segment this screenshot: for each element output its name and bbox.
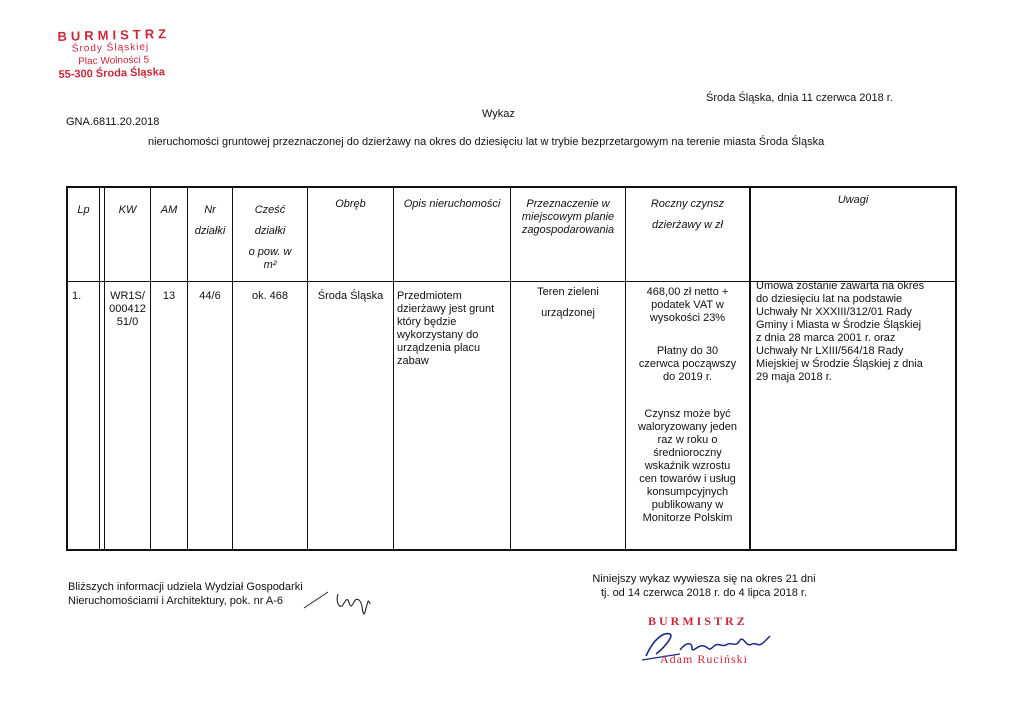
col-divider	[99, 186, 100, 551]
row-czynsz-line: czerwca począwszy	[638, 358, 737, 370]
reference-number: GNA.6811.20.2018	[66, 116, 160, 128]
row-opis-line: Przedmiotem	[397, 290, 462, 302]
row-czynsz-line: 468,00 zł netto +	[646, 286, 729, 298]
row-czynsz-line: Monitorze Polskim	[642, 512, 733, 524]
row-am: 13	[162, 290, 176, 302]
row-uwagi-line: Umowa zostanie zawarta na okres	[756, 280, 925, 292]
row-uwagi-line: do dziesięciu lat na podstawie	[756, 293, 903, 305]
stamp-line-street: Plac Wolności 5	[78, 54, 150, 68]
row-przeznaczenie-line: Teren zieleni	[537, 286, 599, 298]
header-nr	[188, 204, 232, 238]
row-czynsz-line: podatek VAT w	[651, 299, 724, 311]
row-opis-line: urządzenia placu	[397, 342, 481, 354]
row-czynsz-line: konsumpcyjnych	[646, 486, 729, 498]
posting-notice	[578, 572, 830, 600]
initials-signature	[302, 586, 372, 622]
header-opis: Opis nieruchomości	[403, 198, 501, 210]
table-border-bottom	[66, 549, 957, 551]
info-note	[68, 580, 303, 608]
mayor-stamp-title: BURMISTRZ	[648, 614, 748, 628]
header-uwagi: Uwagi	[837, 194, 869, 206]
office-stamp	[57, 26, 208, 82]
row-czynsz-line: wskaźnik wzrostu	[644, 460, 731, 472]
posting-notice-line: Niniejszy wykaz wywiesza się na okres 21 dni	[592, 573, 816, 585]
row-uwagi-line: Uchwały Nr XXXIII/312/01 Rady	[756, 306, 912, 318]
row-czynsz-line: do 2019 r.	[663, 371, 712, 383]
row-czynsz-line: wysokości 23%	[649, 312, 726, 324]
row-czynsz-line: raz w roku o	[657, 434, 718, 446]
property-table	[66, 186, 957, 551]
header-nr-line: Nr	[204, 204, 216, 216]
row-opis-line: dzierżawy jest grunt	[397, 303, 495, 315]
table-border-left	[66, 186, 68, 551]
header-lp: Lp	[77, 204, 90, 216]
col-divider	[187, 186, 188, 551]
header-czesc-line: działki	[254, 225, 286, 237]
header-przeznaczenie-line: Przeznaczenie w	[526, 198, 610, 210]
table-border-right	[955, 186, 957, 551]
info-note-line: Nieruchomościami i Architektury, pok. nr A-6	[68, 595, 283, 607]
stamp-line-city: Środy Śląskiej	[71, 41, 150, 55]
header-obreb: Obręb	[335, 198, 366, 210]
row-przeznaczenie-line: urządzonej	[541, 307, 595, 319]
row-opis-line: który będzie	[397, 316, 457, 328]
info-note-line: Bliższych informacji udziela Wydział Gospodarki	[68, 581, 303, 593]
row-kw	[105, 290, 150, 329]
row-lp: 1.	[72, 290, 82, 302]
col-divider	[104, 186, 105, 551]
header-am: AM	[160, 204, 178, 216]
header-czesc-line: o pow. w	[248, 246, 292, 258]
posting-notice-line: tj. od 14 czerwca 2018 r. do 4 lipca 2018 r.	[600, 587, 808, 599]
row-czesc: ok. 468	[251, 290, 289, 302]
header-przeznaczenie-line: miejscowym planie	[521, 211, 615, 223]
row-uwagi-line: 29 maja 2018 r.	[756, 371, 832, 383]
document-title: Wykaz	[482, 108, 515, 120]
row-czynsz-line: publikowany w	[651, 499, 724, 511]
col-divider	[307, 186, 308, 551]
row-uwagi-line: z dnia 28 marca 2001 r. oraz	[756, 332, 896, 344]
row-czynsz-line: waloryzowany jeden	[637, 421, 738, 433]
header-czynsz-line: Roczny czynsz	[650, 198, 725, 210]
row-opis-line: wykorzystany do	[397, 329, 479, 341]
col-divider	[749, 186, 751, 551]
table-border-top	[66, 186, 957, 188]
header-nr-line: działki	[194, 225, 226, 237]
row-czynsz-line: Płatny do 30	[656, 345, 719, 357]
header-czynsz-line: dzierżawy w zł	[652, 219, 723, 231]
col-divider	[150, 186, 151, 551]
header-przeznaczenie-line: zagospodarowania	[521, 224, 615, 236]
header-czesc-line: m²	[263, 259, 277, 271]
row-kw-line: 000412	[109, 303, 146, 315]
header-czynsz	[626, 198, 749, 232]
row-opis	[397, 290, 509, 368]
header-czesc-line: Cześć	[254, 204, 286, 216]
row-czynsz-line: cen towarów i usług	[639, 473, 736, 485]
row-uwagi-line: Gminy i Miasta w Środzie Śląskiej	[756, 319, 922, 331]
row-czynsz-line: średnioroczny	[653, 447, 722, 459]
row-opis-line: zabaw	[397, 355, 429, 367]
row-kw-line: WR1S/	[110, 290, 145, 302]
document-subtitle: nieruchomości gruntowej przeznaczonej do dzierżawy na okres do dziesięciu lat w trybie bezprzetargowym na terenie miasta Środa Śląska	[148, 136, 825, 148]
row-czynsz-line: Czynsz może być	[644, 408, 731, 420]
mayor-name-stamp: Adam Ruciński	[660, 652, 748, 666]
row-uwagi-line: Uchwały Nr LXIII/564/18 Rady	[756, 345, 904, 357]
stamp-line-postal: 55-300 Środa Śląska	[58, 66, 166, 81]
row-uwagi	[756, 280, 954, 384]
stamp-line-title: BURMISTRZ	[57, 26, 171, 44]
row-kw-line: 51/0	[116, 316, 139, 328]
row-nr: 44/6	[199, 290, 221, 302]
row-uwagi-line: Miejskiej w Środzie Śląskiej z dnia	[756, 358, 923, 370]
col-divider	[510, 186, 511, 551]
place-date: Środa Śląska, dnia 11 czerwca 2018 r.	[706, 92, 893, 104]
header-czesc	[233, 204, 307, 272]
header-kw: KW	[118, 204, 137, 216]
row-obreb: Środa Śląska	[317, 290, 384, 302]
header-przeznaczenie	[511, 198, 625, 237]
row-przeznaczenie	[511, 286, 625, 320]
col-divider	[393, 186, 394, 551]
row-czynsz	[626, 286, 749, 525]
